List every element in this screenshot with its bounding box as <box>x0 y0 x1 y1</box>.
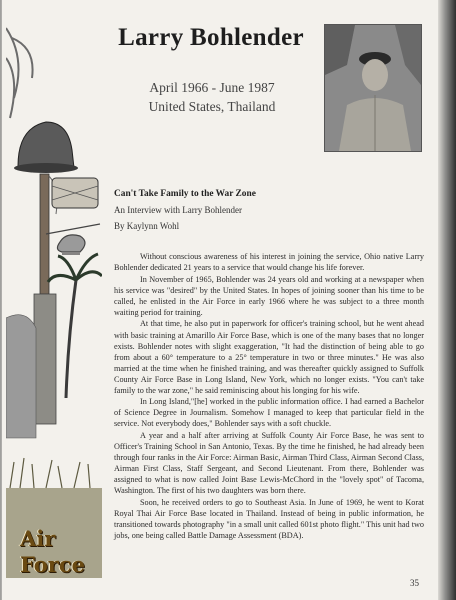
article-body <box>114 251 424 542</box>
service-locations: United States, Thailand <box>148 99 276 114</box>
service-info <box>106 78 318 116</box>
helmet-brim <box>14 163 78 173</box>
palm-trunk <box>66 280 76 398</box>
branch-label-line2: Force <box>20 552 85 577</box>
branch-label <box>20 526 100 578</box>
paragraph: Without conscious awareness of his interest in joining the service, Ohio native Larry Bohlender dedicated 21 years to a service that would change his life forever. <box>114 252 424 273</box>
memorial-illustration <box>6 18 102 578</box>
author-line: By Kaylynn Wohl <box>114 221 180 231</box>
article-byline <box>114 186 414 234</box>
cross-post <box>34 294 56 424</box>
foliage-left <box>6 315 36 438</box>
branch-label-line1: Air <box>20 526 56 551</box>
book-spine-edge <box>438 0 456 600</box>
paragraph: In November of 1965, Bohlender was 24 years old and working at a newspaper when his service was "desired" by the United States. In hopes of joining sooner than his time to be called, he enlisted in the Air Force in early 1966 where he was subject to a three month waiting period for training. <box>114 274 424 317</box>
portrait-image <box>325 25 421 151</box>
tree-branches <box>6 28 33 118</box>
page-title: Larry Bohlender <box>118 24 304 51</box>
article-subhead: Can't Take Family to the War Zone <box>114 189 256 199</box>
helicopter-drawing <box>46 224 100 254</box>
page-number: 35 <box>410 578 419 588</box>
veteran-photo <box>324 24 422 152</box>
face-shape <box>362 59 388 91</box>
palm-fronds <box>48 254 102 282</box>
service-dates: April 1966 - June 1987 <box>149 80 275 95</box>
sidebar-artwork <box>6 18 102 578</box>
paragraph: Soon, he received orders to go to Southeast Asia. In June of 1969, he went to Korat Royal Thai Air Force Base located in Thailand. Instead of being in public information, he transitioned towards photography "in a small unit called 601st photo flight." This unit had two jobs, one being called Battle Damage Assessment (BDA). <box>114 498 424 541</box>
paragraph: A year and a half after arriving at Suffolk County Air Force Base, he was sent to Officer's Training School in San Antonio, Texas. By the time he finished, he had already been through four ranks in the Air Force: Airman Basic, Airman Third Class, Airman Second Class, Airman First Class, Staff Sergeant, and Second Lieutenant. From there, Bohlender was assigned to what is now called Joint Base Lewis-McChord in the "lovely spot" of Tacoma, Washington. The first of his two daughters was born there. <box>114 431 424 496</box>
interview-line: An Interview with Larry Bohlender <box>114 205 242 215</box>
book-page <box>2 0 438 600</box>
paragraph: In Long Island,"[he] worked in the public information office. I had earned a Bachelor of Science Degree in Journalism. Somehow I managed to keep that particular field in the service. Not everybody does," Bohlender says with a soft chuckle. <box>114 397 424 429</box>
grass-blades <box>10 458 90 488</box>
paragraph: At that time, he also put in paperwork for officer's training school, but he went ahead with basic training at Amarillo Air Force Base, which is one of the many bases that no longer exists. Bohlender notes with slight exaggeration, "It had the distinction of being able to go from about a 60° temperature to a 25° temperature in two or three minutes." He was also married at the time when he finished training, and was thereafter quickly assigned to Suffolk County Air Force Base in Long Island, New York, which no longer exists. "You can't take family to the war zone," he said reminiscing about his longing for his wife. <box>114 319 424 395</box>
